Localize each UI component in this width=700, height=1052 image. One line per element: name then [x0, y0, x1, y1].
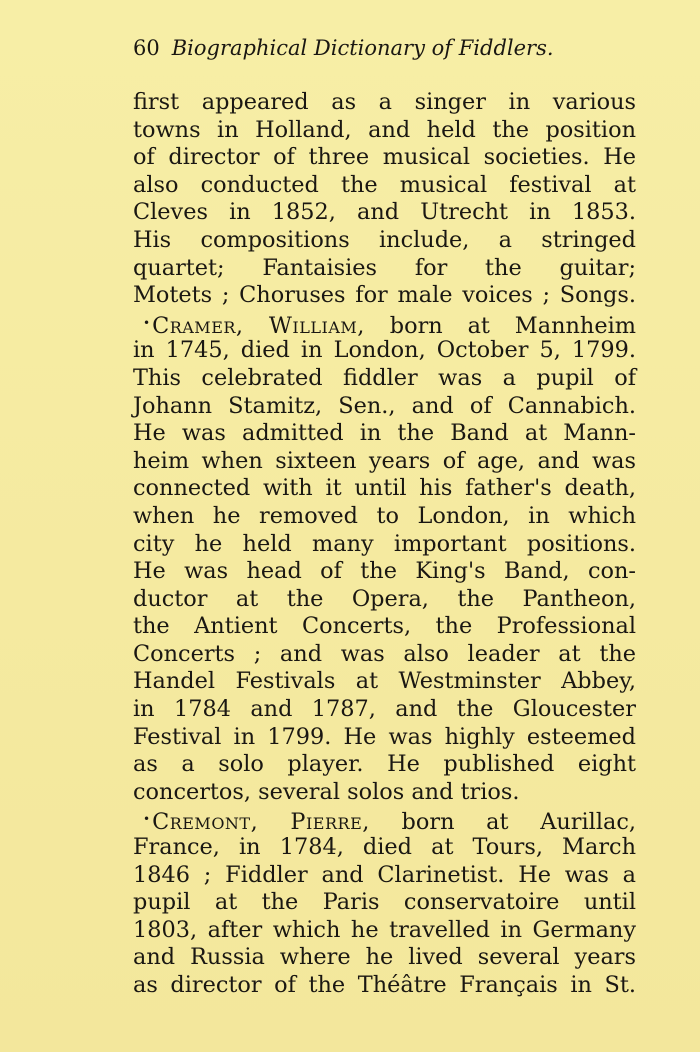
text-line: of director of three musical societies. He	[133, 144, 636, 171]
text-line: city he held many important positions.	[133, 530, 636, 557]
text-block	[133, 89, 636, 1000]
text-line: in 1745, died in London, October 5, 1799.	[133, 337, 636, 364]
text-line: Handel Festivals at Westminster Abbey,	[133, 668, 636, 695]
text-line: when he removed to London, in which	[133, 502, 636, 529]
text-line: Festival in 1799. He was highly esteemed	[133, 723, 636, 750]
entry-heading-line	[133, 806, 636, 834]
text-line: as director of the Théâtre Français in St.	[133, 972, 636, 998]
text-line: 1803, after which he travelled in Germany	[133, 916, 636, 943]
text-line: Concerts ; and was also leader at the	[133, 640, 636, 667]
text-line: Motets ; Choruses for male voices ; Songs.	[133, 282, 636, 309]
text-line: connected with it until his father's death,	[133, 475, 636, 502]
running-title: Biographical Dictionary of Fiddlers.	[171, 36, 554, 60]
page-number: 60	[133, 36, 160, 60]
entry-name: Cremont, Pierre,	[152, 809, 370, 836]
text-line: This celebrated fiddler was a pupil of	[133, 364, 636, 391]
text-line: France, in 1784, died at Tours, March	[133, 834, 636, 861]
text-line: heim when sixteen years of age, and was	[133, 447, 636, 474]
text-line: first appeared as a singer in various	[133, 89, 636, 115]
text-line: He was head of the King's Band, con-	[133, 558, 636, 585]
text-line: also conducted the musical festival at	[133, 171, 636, 198]
entry-first-line-rest: born at Mannheim	[364, 312, 636, 339]
text-line: towns in Holland, and held the position	[133, 116, 636, 143]
entry-heading-line	[133, 310, 636, 338]
entry-name: Cramer, William,	[152, 312, 365, 339]
text-line: as a solo player. He published eight	[133, 751, 636, 778]
text-line: and Russia where he lived several years	[133, 944, 636, 971]
text-line: concertos, several solos and trios.	[133, 778, 520, 805]
text-line: in 1784 and 1787, and the Gloucester	[133, 696, 636, 723]
running-head	[133, 34, 603, 62]
text-line: He was admitted in the Band at Mann-	[133, 420, 636, 447]
entry-marker: •	[143, 315, 151, 330]
text-line: His compositions include, a stringed	[133, 226, 636, 253]
text-line: Johann Stamitz, Sen., and of Cannabich.	[133, 392, 636, 419]
entry-first-line-rest: born at Aurillac,	[369, 809, 636, 836]
text-line: 1846 ; Fiddler and Clarinetist. He was a	[133, 861, 636, 888]
text-line: quartet; Fantaisies for the guitar;	[133, 254, 636, 281]
text-line: Cleves in 1852, and Utrecht in 1853.	[133, 199, 636, 226]
text-line: the Antient Concerts, the Professional	[133, 613, 636, 640]
entry-marker: •	[143, 812, 151, 827]
text-line: pupil at the Paris conservatoire until	[133, 889, 636, 916]
text-line: ductor at the Opera, the Pantheon,	[133, 585, 636, 612]
